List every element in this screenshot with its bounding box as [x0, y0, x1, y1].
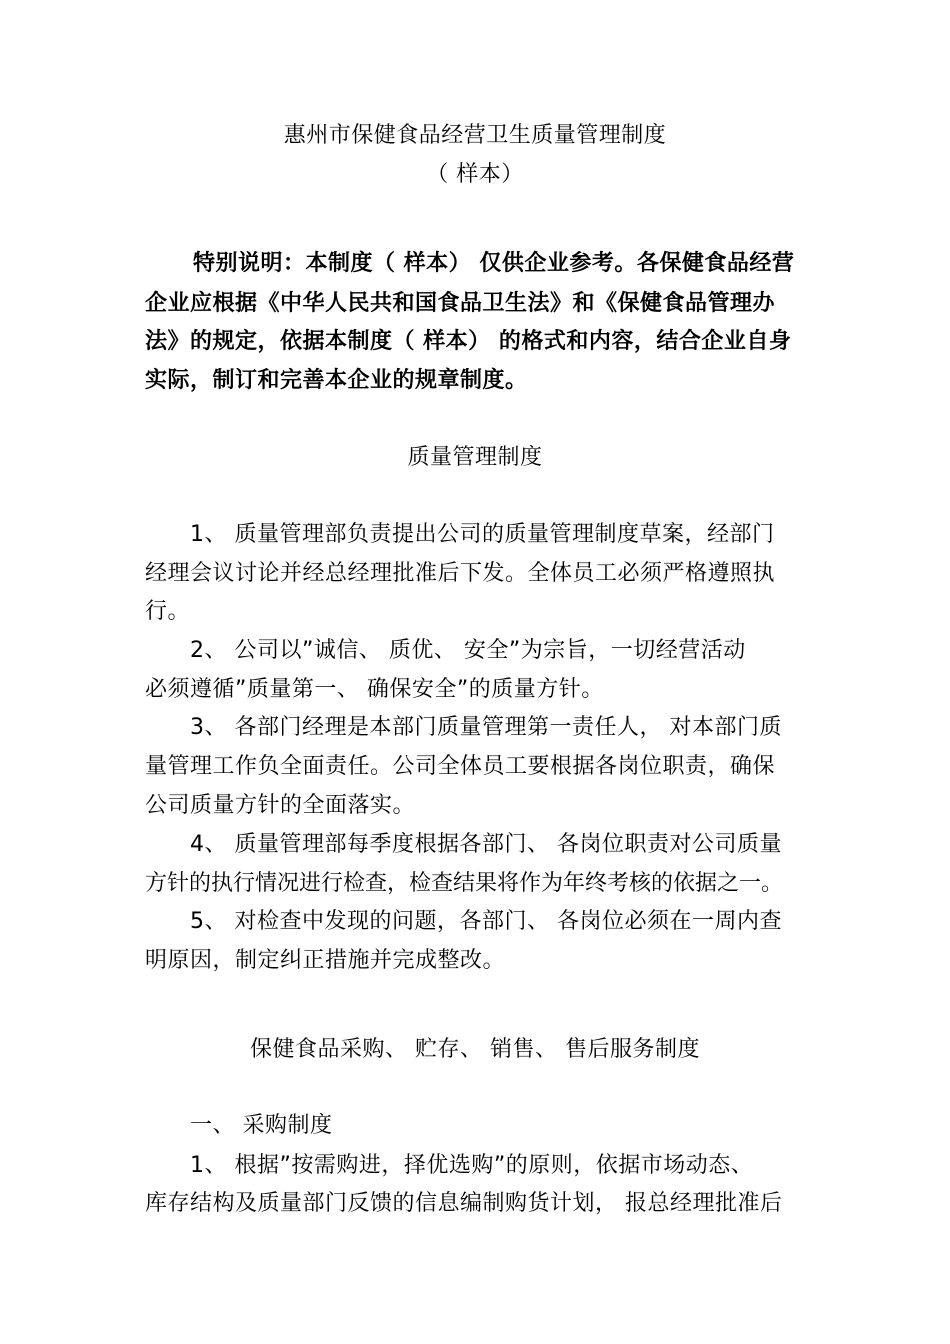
paragraph-line: 经理会议讨论并经总经理批准后下发。全体员工必须严格遵照执 [145, 561, 776, 586]
paragraph-line: 2、 公司以”诚信、 质优、 安全”为宗旨，一切经营活动 [190, 638, 746, 663]
section-heading: 保健食品采购、 贮存、 销售、 售后服务制度 [250, 1037, 700, 1062]
paragraph-line: 明原因，制定纠正措施并完成整改。 [145, 948, 506, 973]
note-line: 法》的规定，依据本制度（ 样本） 的格式和内容，结合企业自身 [145, 329, 792, 354]
paragraph-line: 4、 质量管理部每季度根据各部门、 各岗位职责对公司质量 [190, 832, 782, 857]
paragraph-line: 量管理工作负全面责任。公司全体员工要根据各岗位职责，确保 [145, 754, 776, 779]
document-subtitle: （ 样本） [426, 162, 524, 187]
paragraph-line: 库存结构及质量部门反馈的信息编制购货计划， 报总经理批准后 [145, 1191, 783, 1216]
paragraph-line: 3、 各部门经理是本部门质量管理第一责任人， 对本部门质 [190, 715, 782, 740]
paragraph-line: 方针的执行情况进行检查，检查结果将作为年终考核的依据之一。 [145, 871, 784, 896]
paragraph-line: 必须遵循”质量第一、 确保安全”的质量方针。 [145, 677, 604, 702]
paragraph-line: 行。 [145, 599, 191, 624]
document-title: 惠州市保健食品经营卫生质量管理制度 [283, 123, 667, 148]
paragraph-line: 5、 对检查中发现的问题，各部门、 各岗位必须在一周内查 [190, 909, 782, 934]
note-line: 企业应根据《中华人民共和国食品卫生法》和《保健食品管理办 [145, 291, 776, 316]
paragraph-line: 公司质量方针的全面落实。 [145, 793, 416, 818]
section-heading: 质量管理制度 [407, 445, 543, 470]
note-line: 实际，制订和完善本企业的规章制度。 [145, 368, 528, 393]
subsection-heading: 一、 采购制度 [190, 1113, 333, 1138]
paragraph-line: 1、 质量管理部负责提出公司的质量管理制度草案，经部门 [190, 522, 775, 547]
paragraph-line: 1、 根据”按需购进，择优选购”的原则，依据市场动态、 [190, 1153, 754, 1178]
note-line: 特别说明：本制度（ 样本） 仅供企业参考。各保健食品经营 [193, 251, 795, 276]
